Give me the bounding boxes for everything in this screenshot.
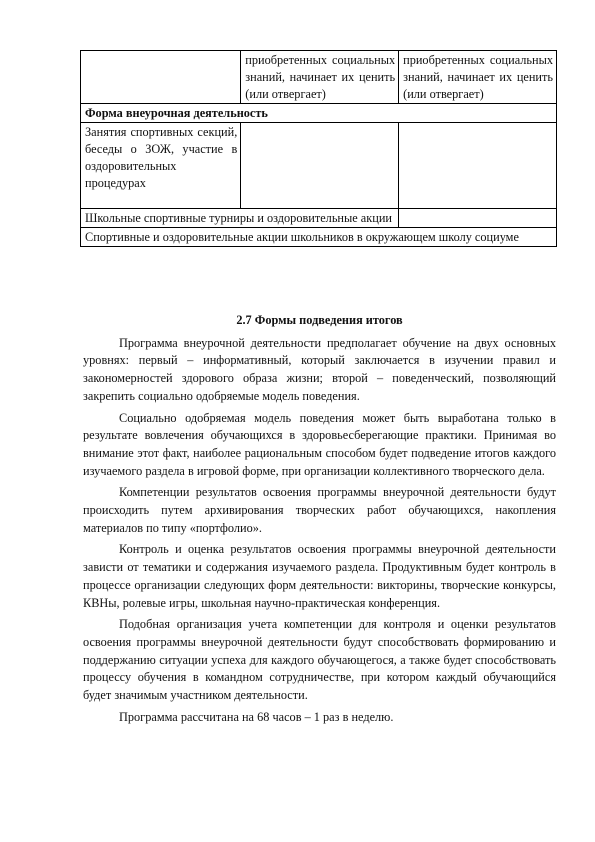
paragraph: Социально одобряемая модель поведения может быть выработана только в результате вовлечения обучающихся в здоровьесберегающие практики. Принимая во внимание этот факт, наиболее рациональным способом будет подведение итогов каждого изучаемого раздела в игровой форме, при организации коллективного творческого дела.: [83, 410, 556, 478]
table-section-row: [81, 104, 557, 123]
table-cell: Спортивные и оздоровительные акции школьников в окружающем школу социуме: [81, 228, 557, 247]
table-cell: Школьные спортивные турниры и оздоровительные акции: [81, 209, 399, 228]
table-cell-empty: [241, 123, 399, 209]
table-cell: приобретенных социальных знаний, начинает их ценить (или отвергает): [399, 51, 557, 104]
paragraph: Программа рассчитана на 68 часов – 1 раз в неделю.: [119, 709, 394, 724]
table-cell: приобретенных социальных знаний, начинает их ценить (или отвергает): [241, 51, 399, 104]
table-cell: Занятия спортивных секций, беседы о ЗОЖ, участие в оздоровительных процедурах: [81, 123, 241, 209]
results-section: [83, 312, 556, 730]
section-heading: 2.7 Формы подведения итогов: [236, 313, 403, 327]
table-cell-empty: [399, 209, 557, 228]
table-row: [81, 209, 557, 228]
table-row: [81, 228, 557, 247]
paragraph: Подобная организация учета компетенции для контроля и оценки результатов освоения программы внеурочной деятельности будут способствовать формированию и поддержанию ситуации успеха для каждого обучающегося, а также будет способствовать процессу обучения в командном сотрудничестве, при котором каждый обучающийся будет значимым участником деятельности.: [83, 617, 556, 703]
table-cell-empty: [399, 123, 557, 209]
table-row: [81, 123, 557, 209]
paragraph: Контроль и оценка результатов освоения программы внеурочной деятельности зависти от тематики и содержания изучаемого раздела. Продуктивным будет контроль в процессе организации следующих форм деятельности: викторины, творческие конкурсы, КВНы, ролевые игры, школьная научно-практическая конференция.: [83, 542, 556, 610]
table-row: [81, 51, 557, 104]
activity-forms-table: [80, 50, 557, 247]
table-cell-empty: [81, 51, 241, 104]
paragraph: Компетенции результатов освоения программы внеурочной деятельности будут происходить путем архивирования творческих работ обучающихся, накопления материалов по типу «портфолио».: [83, 485, 556, 535]
table-section-header: Форма внеурочная деятельность: [81, 104, 557, 123]
paragraph: Программа внеурочной деятельности предполагает обучение на двух основных уровнях: первый – информативный, который заключается в изучении правил и закономерностей здорового образа жизни; второй – поведенческий, позволяющий закрепить социально одобряемые модель поведения.: [83, 335, 556, 403]
